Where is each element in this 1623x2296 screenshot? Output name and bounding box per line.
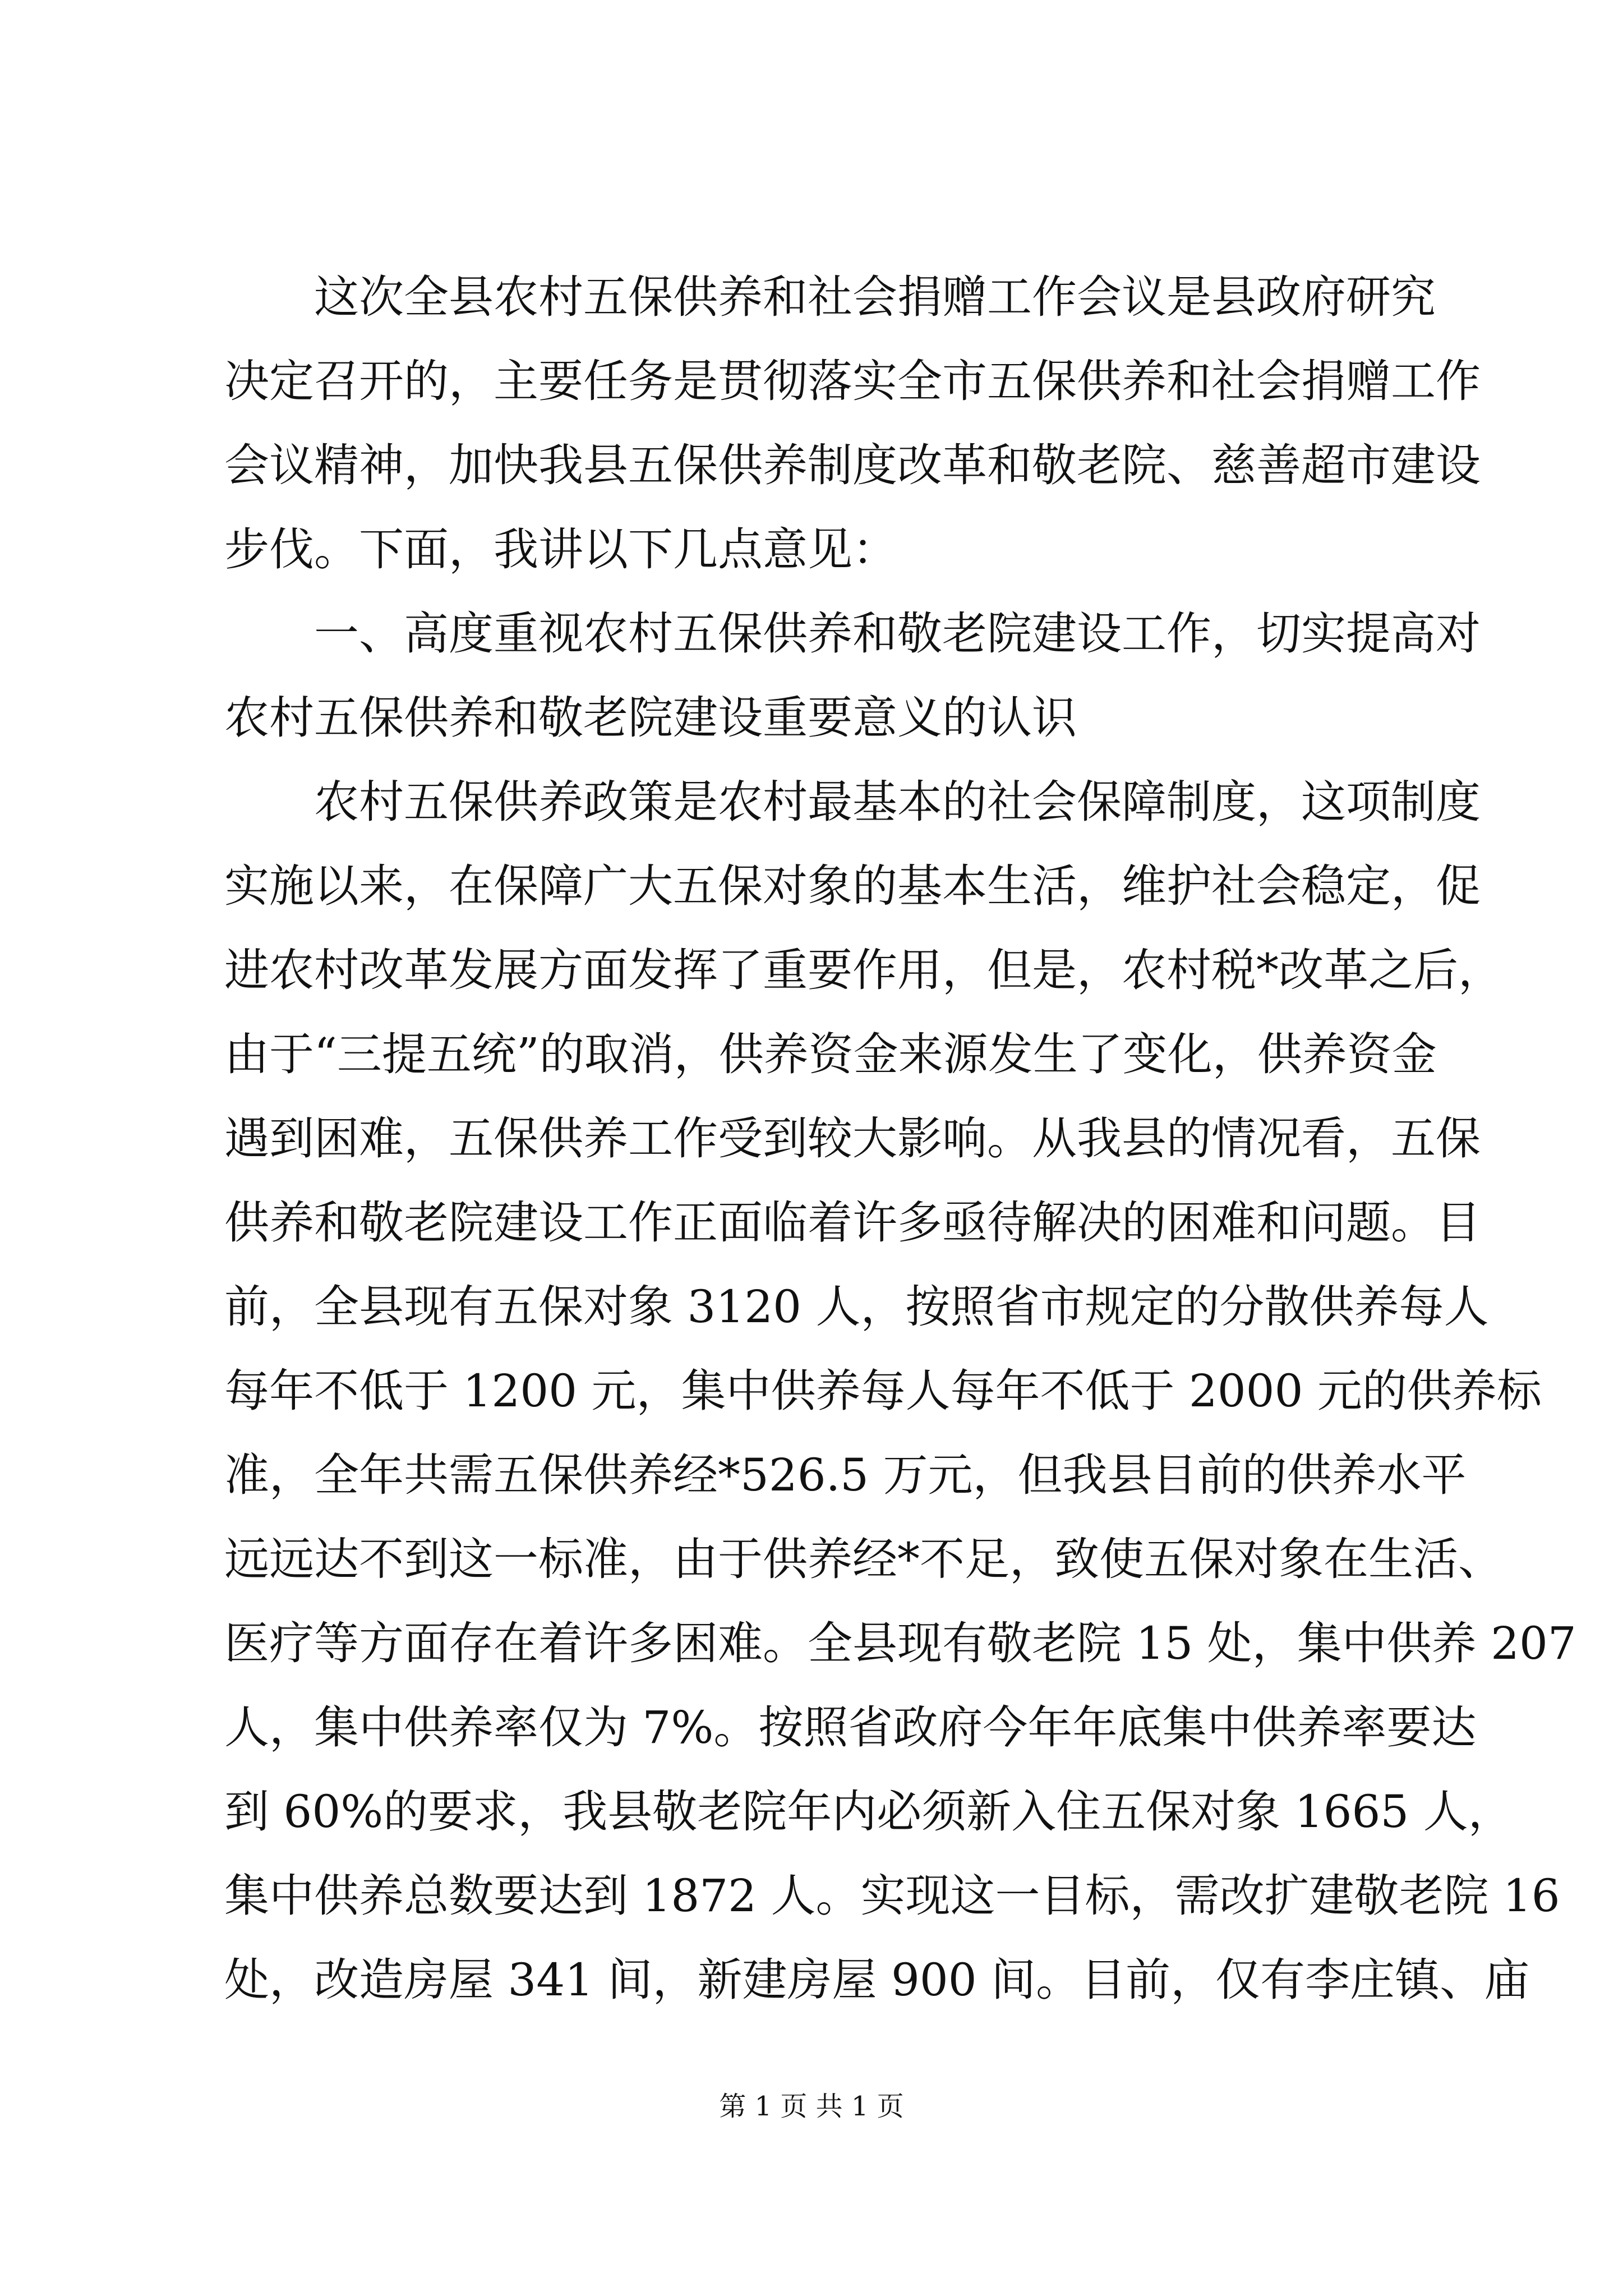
- text-line: 每年不低于 1200 元，集中供养每人每年不低于 2000 元的供养标: [224, 1365, 1542, 1417]
- text-line: 处，改造房屋 341 间，新建房屋 900 间。目前，仅有李庄镇、庙: [224, 1954, 1530, 2006]
- text-line: 决定召开的，主要任务是贯彻落实全市五保供养和社会捐赠工作: [224, 355, 1481, 407]
- text-line: 农村五保供养政策是农村最基本的社会保障制度，这项制度: [314, 776, 1481, 828]
- text-line: 进农村改革发展方面发挥了重要作用，但是，农村税*改革之后，: [224, 944, 1503, 996]
- text-line: 医疗等方面存在着许多困难。全县现有敬老院 15 处，集中供养 207: [224, 1617, 1576, 1669]
- document-body: [224, 255, 1576, 2022]
- text-line: 准，全年共需五保供养经*526.5 万元，但我县目前的供养水平: [224, 1449, 1467, 1501]
- text-line: 一、高度重视农村五保供养和敬老院建设工作，切实提高对: [314, 608, 1481, 660]
- text-line: 步伐。下面，我讲以下几点意见：: [224, 523, 897, 576]
- text-line: 人，集中供养率仅为 7%。按照省政府今年年底集中供养率要达: [224, 1701, 1477, 1754]
- text-line: 由于“三提五统”的取消，供养资金来源发生了变化，供养资金: [224, 1028, 1437, 1080]
- page-footer: 第 1 页 共 1 页: [719, 2091, 904, 2122]
- text-line: 到 60%的要求，我县敬老院年内必须新入住五保对象 1665 人，: [224, 1786, 1513, 1838]
- text-line: 实施以来，在保障广大五保对象的基本生活，维护社会稳定，促: [224, 860, 1481, 912]
- text-line: 遇到困难，五保供养工作受到较大影响。从我县的情况看，五保: [224, 1112, 1481, 1165]
- text-line: 农村五保供养和敬老院建设重要意义的认识: [224, 692, 1077, 744]
- text-line: 供养和敬老院建设工作正面临着许多亟待解决的困难和问题。目: [224, 1197, 1481, 1249]
- text-line: 这次全县农村五保供养和社会捐赠工作会议是县政府研究: [314, 271, 1436, 323]
- text-line: 集中供养总数要达到 1872 人。实现这一目标，需改扩建敬老院 16: [224, 1870, 1560, 1922]
- text-line: 前，全县现有五保对象 3120 人，按照省市规定的分散供养每人: [224, 1281, 1489, 1333]
- text-line: 会议精神，加快我县五保供养制度改革和敬老院、慈善超市建设: [224, 439, 1481, 491]
- text-line: 远远达不到这一标准，由于供养经*不足，致使五保对象在生活、: [224, 1533, 1503, 1585]
